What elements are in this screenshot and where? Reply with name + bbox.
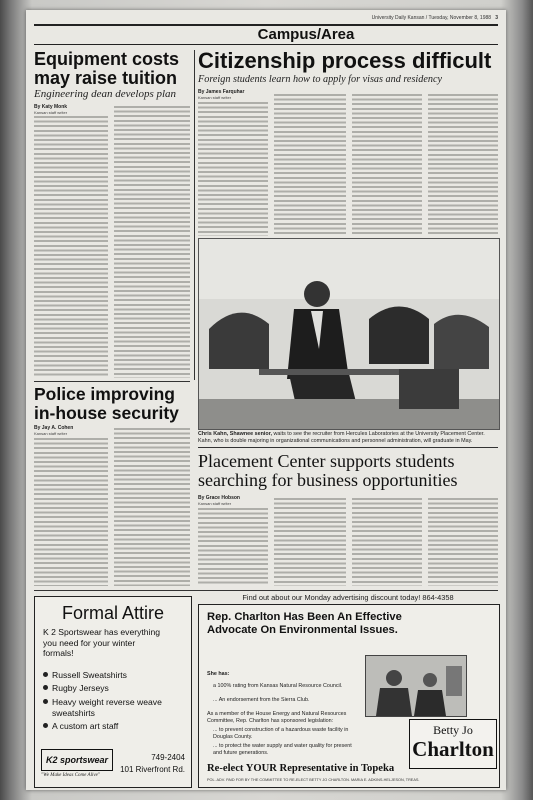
placement-top-rule	[198, 447, 498, 448]
placement-headline: Placement Center supports students searching for business opportunities	[198, 451, 458, 490]
newspaper-page	[26, 10, 506, 790]
masthead-right	[372, 15, 498, 21]
charlton-ad-legislation-1: ... to prevent construction of a hazardous waste facility in Douglas County.	[213, 727, 349, 740]
formal-ad-tagline: "We Make Ideas Come Alive"	[41, 773, 100, 778]
formal-ad-item-text: Russell Sweatshirts	[52, 670, 127, 680]
tuition-text-col1	[34, 116, 108, 378]
charlton-last-name: Charlton	[412, 737, 494, 761]
charlton-ad-point-1: a 100% rating from Kansas Natural Resource Council.	[213, 683, 343, 689]
masthead-date: University Daily Kansan / Tuesday, November 8, 1988	[371, 15, 492, 21]
photo-illustration	[199, 239, 499, 429]
k2-sportswear-logo: K2 sportswear	[41, 749, 113, 771]
photo-caption	[198, 431, 498, 444]
formal-ad-phone: 749-2404	[151, 753, 185, 762]
ad-promo-line: Find out about our Monday advertising discount today! 864-4358	[242, 593, 454, 602]
charlton-photo-illustration	[366, 656, 466, 716]
formal-ad-title: Formal Attire	[61, 603, 165, 623]
tuition-subhead: Engineering dean develops plan	[34, 88, 177, 100]
caption-name: Chris Kahn, Shawnee senior,	[198, 431, 272, 437]
main-photo	[198, 238, 500, 430]
police-top-rule	[34, 381, 190, 382]
charlton-name-box	[409, 719, 497, 769]
bullet-icon	[43, 672, 48, 677]
formal-ad-item	[43, 697, 183, 718]
tuition-byline: By Katy Monk	[34, 104, 68, 110]
section-title: Campus/Area	[257, 26, 355, 43]
placement-text-col2	[274, 498, 346, 586]
placement-text-col1	[198, 508, 268, 586]
tuition-byline-role: Kansan staff writer	[34, 110, 68, 115]
formal-ad-item-text: Rugby Jerseys	[52, 683, 109, 693]
placement-text-col4	[428, 498, 498, 586]
charlton-ad-point-2: ... An endorsement from the Sierra Club.	[213, 697, 310, 703]
charlton-first-name: Betty Jo	[433, 723, 473, 737]
formal-ad-list	[43, 669, 183, 733]
caption-text: waits to see the recruiter from Hercules Laboratories at the University Placement Center. Kahn, who is double majoring in organizational communications and personnel administration, will graduate in May.	[198, 431, 485, 444]
charlton-ad-headline: Rep. Charlton Has Been An Effective Advocate On Environmental Issues.	[207, 611, 402, 636]
formal-ad-intro: K 2 Sportswear has everything you need for your winter formals!	[43, 627, 161, 658]
police-text-col1	[34, 438, 108, 586]
police-byline: By Jay A. Cohen	[34, 425, 74, 431]
placement-byline-role: Kansan staff writer	[198, 501, 232, 506]
placement-text-col3	[352, 498, 422, 586]
charlton-campaign-ad	[198, 604, 500, 788]
bullet-icon	[43, 723, 48, 728]
promo-rule	[34, 590, 498, 591]
citizenship-text-col2	[274, 94, 346, 236]
charlton-ad-legislation-2: ... to protect the water supply and water quality for present and future generations.	[213, 743, 352, 756]
placement-byline: By Grace Hobson	[198, 495, 240, 501]
page-number: 3	[495, 15, 498, 21]
citizenship-byline: By James Farquhar	[198, 89, 245, 95]
masthead	[34, 12, 498, 24]
charlton-ad-photo	[365, 655, 467, 717]
citizenship-byline-role: Kansan staff writer	[198, 95, 232, 100]
formal-attire-ad	[34, 596, 192, 788]
citizenship-text-col1	[198, 102, 268, 236]
citizenship-headline: Citizenship process difficult	[198, 48, 492, 73]
citizenship-subhead: Foreign students learn how to apply for visas and residency	[198, 74, 443, 85]
police-text-col2	[114, 428, 190, 586]
section-rule	[34, 44, 498, 45]
charlton-ad-slogan: Re-elect YOUR Representative in Topeka	[207, 763, 395, 774]
charlton-ad-she-has: She has:	[207, 671, 230, 677]
formal-ad-item-text: A custom art staff	[52, 721, 119, 731]
column-rule	[194, 50, 195, 380]
formal-ad-item	[43, 669, 183, 682]
tuition-headline: Equipment costs may raise tuition	[34, 49, 180, 88]
citizenship-text-col3	[352, 94, 422, 236]
citizenship-text-col4	[428, 94, 498, 236]
police-headline: Police improving in-house security	[34, 384, 179, 423]
formal-ad-item	[43, 720, 183, 733]
bullet-icon	[43, 699, 48, 704]
tuition-text-col2	[114, 106, 190, 378]
formal-ad-item-text: Heavy weight reverse weave sweatshirts	[52, 697, 162, 718]
bullet-icon	[43, 685, 48, 690]
police-byline-role: Kansan staff writer	[34, 431, 68, 436]
charlton-ad-disclaimer: POL. ADV. PAID FOR BY THE COMMITTEE TO RE-ELECT BETTY JO CHARLTON. MARIA E. ADKINS-HELJESON, TREAS.	[207, 778, 420, 782]
charlton-ad-member: As a member of the House Energy and Natural Resources Committee, Rep. Charlton has sponsored legislation:	[207, 711, 347, 724]
formal-ad-address: 101 Riverfront Rd.	[120, 765, 185, 774]
formal-ad-item	[43, 682, 183, 695]
